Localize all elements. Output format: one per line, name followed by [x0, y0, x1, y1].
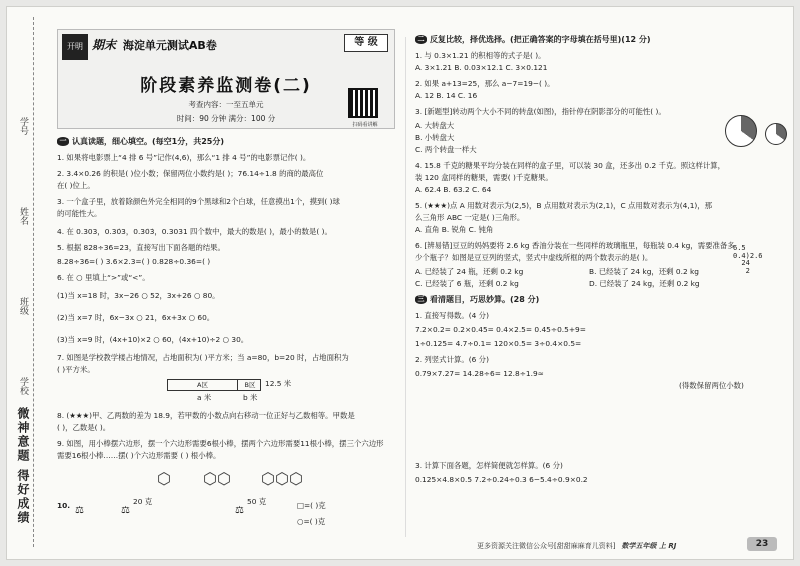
choice-6-a: A. 已经装了 24 瓶，还剩 0.2 kg	[415, 267, 524, 276]
section-badge-1: 一	[57, 137, 69, 146]
exam-meta: 时间：90 分钟 满分：100 分	[176, 114, 276, 123]
calc-2-items: 0.79×7.27= 14.28÷6= 12.8÷1.9≈	[415, 369, 544, 378]
header-banner	[57, 29, 395, 129]
choice-3-c: C. 两个转盘一样大	[415, 145, 477, 154]
area-a-width: a 米	[197, 393, 212, 402]
margin-label-name: 姓名	[18, 207, 28, 225]
calc-1-row1: 7.2×0.2= 0.2×0.45= 0.4×2.5= 0.45÷0.5+9=	[415, 325, 586, 334]
margin-label-school: 学校	[18, 377, 28, 395]
area-b-width: b 米	[243, 393, 258, 402]
question-3-line1: 3. 一个盒子里，放着除颜色外完全相同的9个黑球和2个白球，任意摸出1个，摸到( )球	[57, 197, 340, 206]
question-8-line1: 8. (★★★)甲、乙两数的差为 18.9，若甲数的小数点向右移动一位正好与乙数相等。甲数是	[57, 411, 355, 420]
choice-6-line2: 少个瓶子？如图是豆豆列的竖式，竖式中虚线所框的两个数表示的是( )。	[415, 253, 653, 262]
margin-label-id: 学号	[18, 117, 28, 135]
choice-3-a: A. 大转盘大	[415, 121, 455, 130]
section-badge-3: 三	[415, 295, 427, 304]
choice-3: 3. [新题型]转动两个大小不同的转盘(如图)，指针停在阴影部分的可能性( )。	[415, 107, 666, 116]
choice-4-line2: 装 120 盒同样的糖果，需要( )千克糖果。	[415, 173, 553, 182]
grade-box: 等 级	[344, 34, 388, 52]
column-divider	[405, 37, 406, 537]
calc-3-items: 0.125×4.8×0.5 7.2÷0.24÷0.3 6−5.4÷0.9×0.2	[415, 475, 588, 484]
choice-6-line1: 6. [辨易错]豆豆的妈妈要将 2.6 kg 香油分装在一些同样的玻璃瓶里，每瓶装 0.4 kg，需要准备多	[415, 241, 735, 250]
weight-1: 20 克	[133, 497, 153, 506]
balance-scale-2-icon: ⚖	[121, 505, 130, 516]
margin-slogan: 微神意题 得好成绩	[16, 407, 30, 526]
right-column	[409, 7, 789, 559]
choice-5-line1: 5. (★★★)点 A 用数对表示为(2,5)，B 点用数对表示为(2,1)，C 点用数对表示为(4,1)，那	[415, 201, 713, 210]
choice-5-options: A. 直角 B. 锐角 C. 钝角	[415, 225, 494, 234]
section-badge-2: 二	[415, 35, 427, 44]
calc-2-note: (得数保留两位小数)	[679, 381, 744, 390]
publisher-logo: 开明	[62, 34, 88, 60]
section-3-heading: 三 看清题目，巧思妙算。(28 分)	[415, 295, 539, 305]
question-3-line2: 的可能性大。	[57, 209, 102, 218]
balance-scale-1-icon: ⚖	[75, 505, 84, 516]
question-1: 1. 如果将电影票上“4 排 6 号”记作(4,6)，那么“1 排 4 号”的电影票记作( )。	[57, 153, 311, 162]
calc-1-row2: 1÷0.125= 4.7÷0.1= 120×0.5= 3÷0.4×0.5=	[415, 339, 582, 348]
hexagon-one: ⬡	[157, 469, 171, 488]
series-brand	[92, 38, 217, 53]
answer-square: □=( )克	[297, 501, 326, 510]
brand-tag: 期末	[92, 38, 117, 52]
choice-6-b: B. 已经装了 24 kg，还剩 0.2 kg	[589, 267, 700, 276]
division-figure: 6.5 0.4)2.6 24 2	[733, 244, 763, 276]
hexagon-three: ⬡⬡⬡	[261, 469, 303, 488]
brand-name: 海淀单元测试AB卷	[122, 39, 217, 52]
question-8-line2: ( )，乙数是( )。	[57, 423, 111, 432]
choice-2-options: A. 12 B. 14 C. 16	[415, 91, 478, 100]
hexagon-two: ⬡⬡	[203, 469, 231, 488]
calc-2: 2. 列竖式计算。(6 分)	[415, 355, 489, 364]
page-title: 阶段素养监测卷(二)	[140, 76, 312, 96]
section-1-heading: 一 认真读题，细心填空。(每空1分，共25分)	[57, 137, 224, 147]
question-2-line2: 在( )位上。	[57, 181, 95, 190]
balance-scale-3-icon: ⚖	[235, 505, 244, 516]
question-7-line1: 7. 如图是学校教学楼占地情况，占地面积为( )平方米；当 a=80，b=20 时，占地面积为	[57, 353, 349, 362]
footer-subject: 数学五年级 上 RJ	[621, 542, 677, 550]
question-5: 5. 根据 828÷36=23，直接写出下面各题的结果。	[57, 243, 225, 252]
choice-6-c: C. 已经装了 6 瓶，还剩 0.2 kg	[415, 279, 519, 288]
question-6-2: (2)当 x=7 时，6x−3x ○ 21，6x+3x ○ 60。	[57, 313, 215, 322]
choice-6-d: D. 已经装了 24 kg，还剩 0.2 kg	[589, 279, 700, 288]
question-9-line2: 需要16根小棒……摆( )个六边形需要 ( ) 根小棒。	[57, 451, 221, 460]
qr-caption: 扫码看讲解	[352, 122, 378, 128]
choice-4-options: A. 62.4 B. 63.2 C. 64	[415, 185, 492, 194]
large-spinner	[725, 115, 757, 147]
question-5-items: 8.28÷36=( ) 3.6×2.3=( ) 0.828÷0.36=( )	[57, 257, 211, 266]
page-number: 23	[747, 537, 777, 551]
question-10: 10.	[57, 501, 71, 510]
binding-margin	[7, 7, 49, 559]
left-column	[51, 7, 401, 559]
question-6: 6. 在 ○ 里填上“>”或“<”。	[57, 273, 150, 282]
question-6-3: (3)当 x=9 时，(4x+10)×2 ○ 60，(4x+10)÷2 ○ 30。	[57, 335, 249, 344]
choice-4-line1: 4. 15.8 千克的糖果平均分装在同样的盒子里，可以装 30 盒，还多出 0.2 千克。照这样计算，	[415, 161, 726, 170]
answer-circle: ○=( )克	[297, 517, 326, 526]
choice-3-b: B. 小转盘大	[415, 133, 455, 142]
qr-code[interactable]	[348, 88, 378, 118]
question-6-1: (1)当 x=18 时，3x−26 ○ 52，3x+26 ○ 80。	[57, 291, 220, 300]
choice-2: 2. 如果 a+13=25，那么 a−7=19−( )。	[415, 79, 555, 88]
cut-line	[33, 17, 34, 547]
small-spinner	[765, 123, 787, 145]
footer	[477, 541, 676, 551]
question-4: 4. 在 0.303，0.30̇3，0.30̇3̇，0.3031 四个数中，最大的数是( )，最小的数是( )。	[57, 227, 332, 236]
choice-5-line2: 么三角形 ABC 一定是( )三角形。	[415, 213, 525, 222]
choice-1-options: A. 3×1.21 B. 0.03×12.1 C. 3×0.121	[415, 63, 548, 72]
weight-2: 50 克	[247, 497, 267, 506]
area-a: A区	[168, 380, 238, 390]
exam-page	[6, 6, 794, 560]
question-7-line2: ( )平方米。	[57, 365, 95, 374]
question-2-line1: 2. 3.4×0.26 的积是( )位小数；保留两位小数约是( )；76.14÷1.8 的商的最高位	[57, 169, 324, 178]
calc-3: 3. 计算下面各题，怎样简便就怎样算。(6 分)	[415, 461, 563, 470]
footer-note: 更多资源关注微信公众号[甜甜麻麻育儿资料]	[477, 542, 616, 550]
section-2-heading: 二 反复比较，择优选择。(把正确答案的字母填在括号里)(12 分)	[415, 35, 651, 45]
building-length: 12.5 米	[265, 379, 292, 388]
calc-1: 1. 直接写得数。(4 分)	[415, 311, 489, 320]
area-b: B区	[244, 381, 256, 389]
exam-scope: 考查内容：一至五单元	[188, 100, 264, 109]
building-diagram	[167, 379, 261, 391]
margin-label-class: 班级	[18, 297, 28, 315]
question-9-line1: 9. 如图，用小棒摆六边形，摆一个六边形需要6根小棒，摆两个六边形需要11根小棒，摆三个六边形	[57, 439, 384, 448]
choice-1: 1. 与 0.3×1.21 的积相等的式子是( )。	[415, 51, 546, 60]
